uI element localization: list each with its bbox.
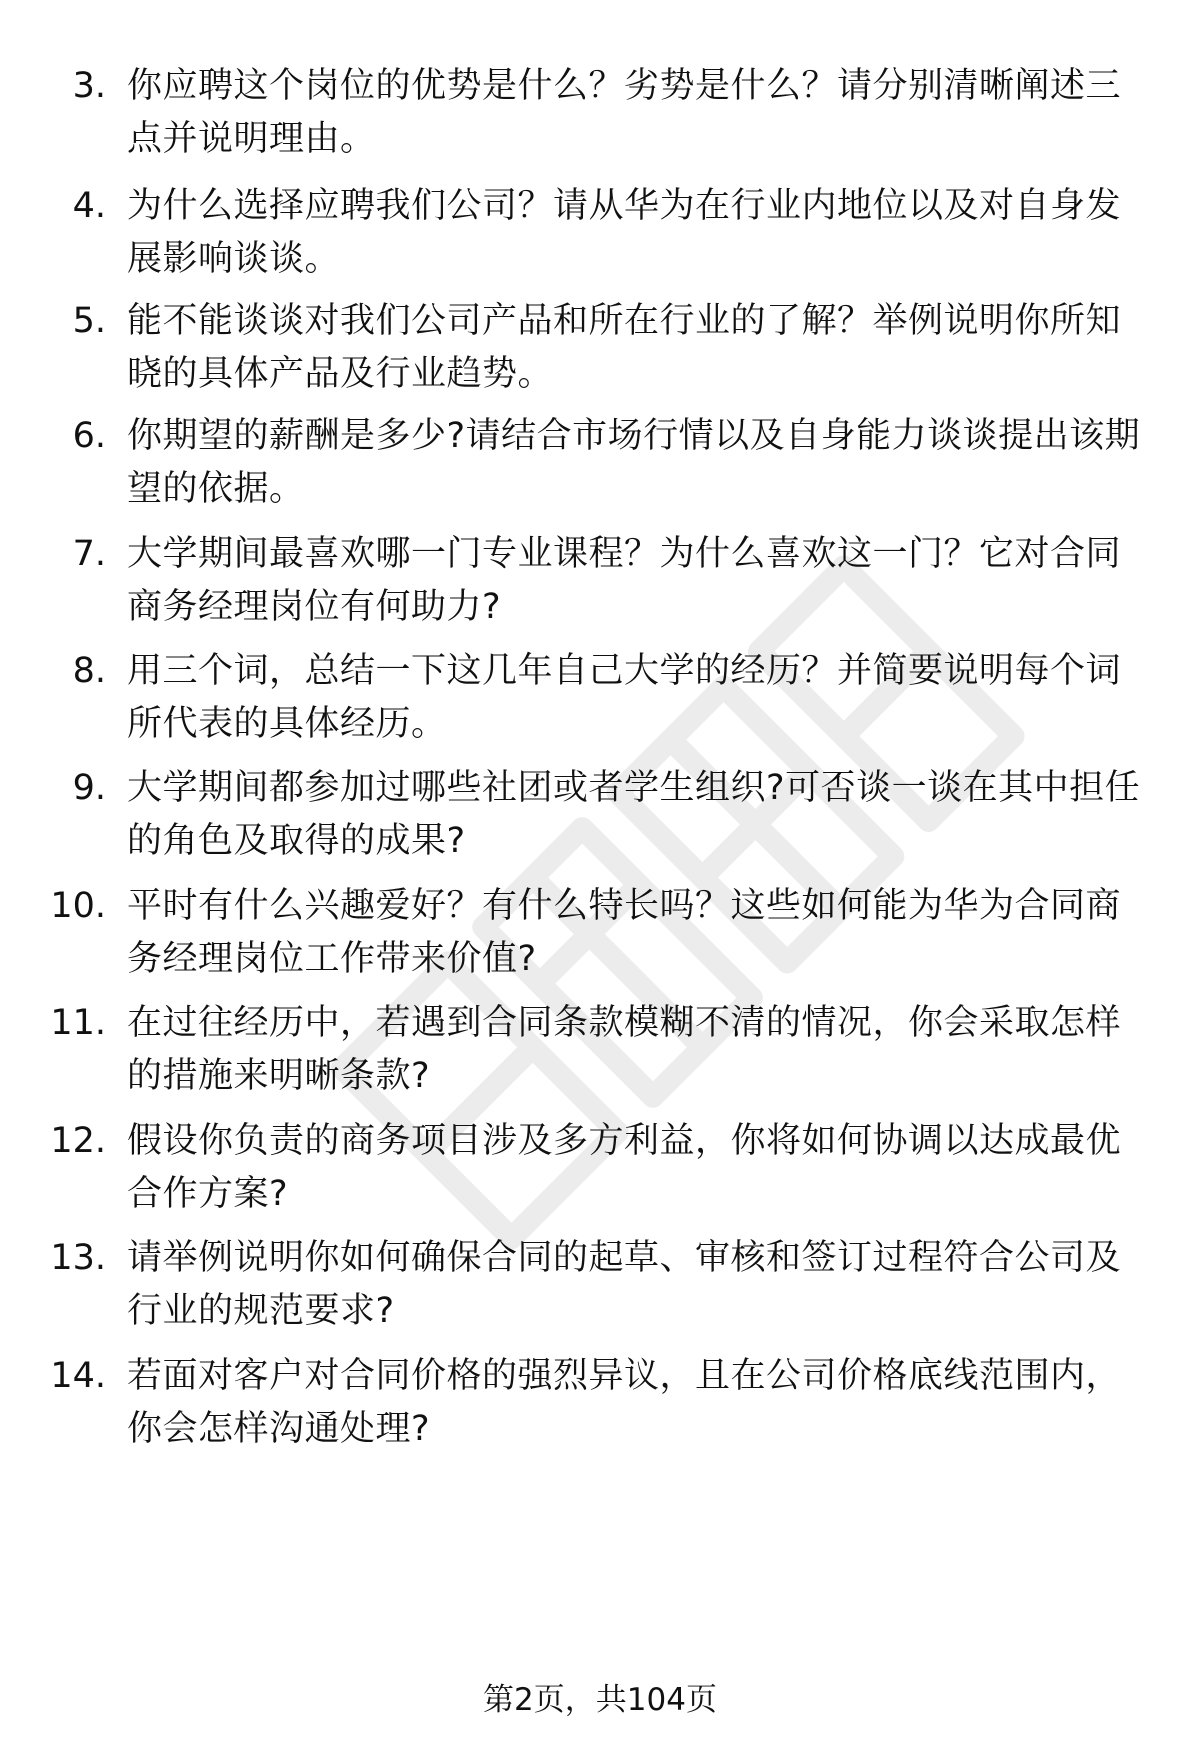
question-item	[0, 60, 1200, 170]
question-text: 平时有什么兴趣爱好？有什么特长吗？这些如何能为华为合同商 务经理岗位工作带来价值?	[127, 886, 1122, 979]
question-item	[0, 1232, 1200, 1342]
question-number: 6.	[72, 416, 106, 456]
question-item	[0, 1350, 1200, 1460]
question-text: 你期望的薪酬是多少?请结合市场行情以及自身能力谈谈提出该期 望的依据。	[127, 416, 1141, 509]
question-number: 13.	[50, 1238, 106, 1278]
question-text: 请举例说明你如何确保合同的起草、审核和签订过程符合公司及 行业的规范要求?	[127, 1238, 1122, 1331]
question-item	[0, 762, 1200, 872]
question-text: 若面对客户对合同价格的强烈异议，且在公司价格底线范围内， 你会怎样沟通处理?	[127, 1356, 1122, 1449]
question-number: 7.	[72, 534, 106, 574]
question-text: 能不能谈谈对我们公司产品和所在行业的了解？举例说明你所知 晓的具体产品及行业趋势。	[127, 301, 1122, 394]
question-item	[0, 645, 1200, 755]
question-text: 用三个词，总结一下这几年自己大学的经历？并简要说明每个词 所代表的具体经历。	[127, 651, 1122, 744]
question-item	[0, 997, 1200, 1107]
question-text: 你应聘这个岗位的优势是什么？劣势是什么？请分别清晰阐述三 点并说明理由。	[127, 66, 1122, 159]
question-item	[0, 295, 1200, 405]
question-text: 为什么选择应聘我们公司？请从华为在行业内地位以及对自身发 展影响谈谈。	[127, 186, 1122, 279]
question-item	[0, 880, 1200, 990]
question-item	[0, 528, 1200, 638]
question-item	[0, 1115, 1200, 1225]
question-number: 5.	[72, 301, 106, 341]
question-number: 11.	[50, 1003, 106, 1043]
question-number: 10.	[50, 886, 106, 926]
question-number: 4.	[72, 186, 106, 226]
question-text: 假设你负责的商务项目涉及多方利益，你将如何协调以达成最优 合作方案?	[127, 1121, 1122, 1214]
question-number: 3.	[72, 66, 106, 106]
question-item	[0, 180, 1200, 290]
question-number: 14.	[50, 1356, 106, 1396]
question-text: 大学期间最喜欢哪一门专业课程？为什么喜欢这一门？它对合同 商务经理岗位有何助力?	[127, 534, 1122, 627]
question-number: 8.	[72, 651, 106, 691]
question-text: 在过往经历中，若遇到合同条款模糊不清的情况，你会采取怎样 的措施来明晰条款?	[127, 1003, 1122, 1096]
question-number: 12.	[50, 1121, 106, 1161]
page-number-footer: 第2页，共104页	[483, 1682, 717, 1718]
question-number: 9.	[72, 768, 106, 808]
question-item	[0, 410, 1200, 520]
question-text: 大学期间都参加过哪些社团或者学生组织?可否谈一谈在其中担任 的角色及取得的成果?	[127, 768, 1141, 861]
